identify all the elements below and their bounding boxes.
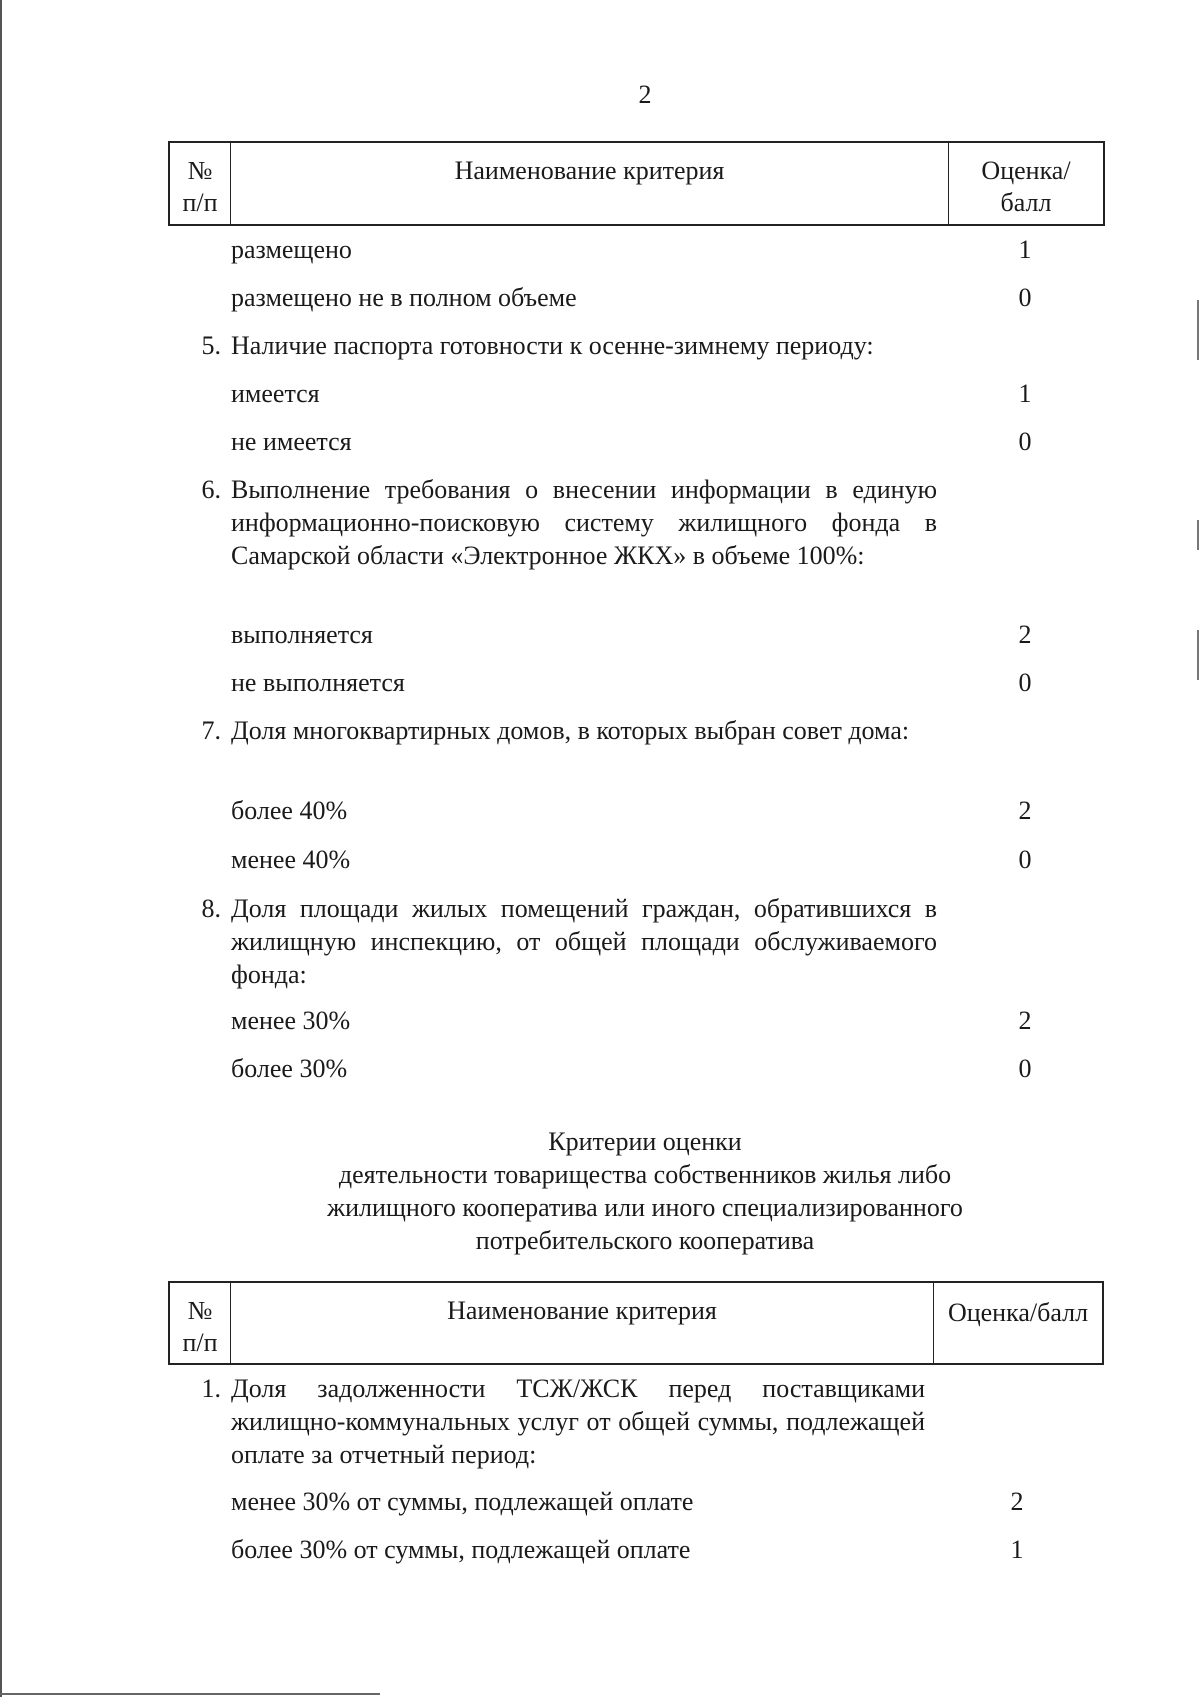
item-text: более 30%: [231, 1054, 348, 1083]
col-name-header: [231, 1283, 934, 1363]
item-score: 0: [1018, 1054, 1032, 1083]
item-number: 8.: [201, 894, 221, 923]
item-text: размещено не в полном объеме: [231, 283, 577, 312]
list-item: [175, 666, 1032, 699]
section-heading: [230, 1125, 1060, 1257]
scan-bottom-edge: [0, 1693, 380, 1695]
item-score: 1: [1010, 1535, 1024, 1564]
item-number: 1.: [201, 1374, 221, 1403]
col-num-label: № п/п: [182, 156, 218, 217]
list-item: [175, 329, 937, 362]
item-score: 0: [1018, 845, 1032, 874]
item-number: [175, 1533, 231, 1566]
item-text: менее 30%: [231, 1006, 351, 1035]
item-score: 2: [1010, 1487, 1024, 1516]
item-number: [175, 618, 231, 651]
item-number: [175, 1485, 231, 1518]
list-item: [175, 377, 1032, 410]
item-number: [175, 233, 231, 266]
list-item: [175, 618, 1032, 651]
item-text: Доля задолженности ТСЖ/ЖСК перед поставщиками жилищно-коммунальных услуг от общей суммы, подлежащей оплате за отчетный период:: [231, 1374, 925, 1469]
section-heading-line: деятельности товарищества собственников жилья либо: [338, 1160, 952, 1189]
list-item: [175, 843, 1032, 876]
list-item: [175, 794, 1032, 827]
list-item: [175, 1485, 1024, 1518]
item-text: Выполнение требования о внесении информации в единую информационно-поисковую систему жилищного фонда в Самарской области «Электронное ЖКХ» в объеме 100%:: [231, 475, 937, 570]
item-number: [175, 425, 231, 458]
list-item: [175, 233, 1032, 266]
col-score-header: [949, 143, 1103, 224]
item-number: 5.: [201, 331, 221, 360]
item-text: Доля площади жилых помещений граждан, обратившихся в жилищную инспекцию, от общей площади обслуживаемого фонда:: [231, 894, 937, 989]
item-score: 1: [1018, 235, 1032, 264]
item-score: 0: [1018, 427, 1032, 456]
table-header-1: [168, 141, 1105, 226]
list-item: [175, 425, 1032, 458]
item-score: 1: [1018, 379, 1032, 408]
item-text: не имеется: [231, 427, 352, 456]
col-num-header: [170, 1283, 231, 1363]
list-item: [175, 892, 937, 991]
item-number: [175, 377, 231, 410]
page-number: 2: [638, 80, 652, 109]
item-number: [175, 843, 231, 876]
col-name-label: Наименование критерия: [447, 1296, 717, 1325]
list-item: [175, 1004, 1032, 1037]
col-name-header: [231, 143, 949, 224]
col-score-header: [934, 1283, 1102, 1363]
item-number: [175, 666, 231, 699]
item-score: 2: [1018, 620, 1032, 649]
item-text: не выполняется: [231, 668, 405, 697]
item-score: 2: [1018, 796, 1032, 825]
scan-right-mark: [1197, 630, 1199, 680]
list-item: [175, 1533, 1024, 1566]
item-text: более 40%: [231, 796, 348, 825]
item-score: 0: [1018, 668, 1032, 697]
item-text: выполняется: [231, 620, 373, 649]
section-heading-line: жилищного кооператива или иного специализированного: [327, 1193, 963, 1222]
item-number: 7.: [201, 716, 221, 745]
item-text: размещено: [231, 235, 352, 264]
list-item: [175, 714, 937, 747]
list-item: [175, 1052, 1032, 1085]
item-text: менее 40%: [231, 845, 351, 874]
item-text: Наличие паспорта готовности к осенне-зимнему периоду:: [231, 331, 874, 360]
col-name-label: Наименование критерия: [454, 156, 725, 185]
item-number: [175, 1052, 231, 1085]
scan-right-mark: [1197, 520, 1199, 550]
item-number: [175, 1004, 231, 1037]
item-text: более 30% от суммы, подлежащей оплате: [231, 1535, 691, 1564]
item-score: 0: [1018, 283, 1032, 312]
list-item: [175, 473, 937, 572]
item-text: менее 30% от суммы, подлежащей оплате: [231, 1487, 694, 1516]
section-heading-line: Критерии оценки: [548, 1127, 742, 1156]
col-num-label: № п/п: [182, 1296, 218, 1357]
list-item: [175, 1372, 925, 1471]
col-score-label: Оценка/балл: [947, 1298, 1089, 1327]
list-item: [175, 281, 1032, 314]
item-number: [175, 281, 231, 314]
section-heading-line: потребительского кооператива: [475, 1226, 815, 1255]
item-text: Доля многоквартирных домов, в которых выбран совет дома:: [231, 716, 910, 745]
scan-right-mark: [1197, 300, 1199, 360]
item-number: 6.: [201, 475, 221, 504]
scan-left-edge: [0, 0, 2, 1697]
item-number: [175, 794, 231, 827]
item-text: имеется: [231, 379, 320, 408]
col-num-header: [170, 143, 231, 224]
item-score: 2: [1018, 1006, 1032, 1035]
col-score-label: Оценка/ балл: [981, 156, 1071, 217]
table-header-2: [168, 1281, 1104, 1365]
